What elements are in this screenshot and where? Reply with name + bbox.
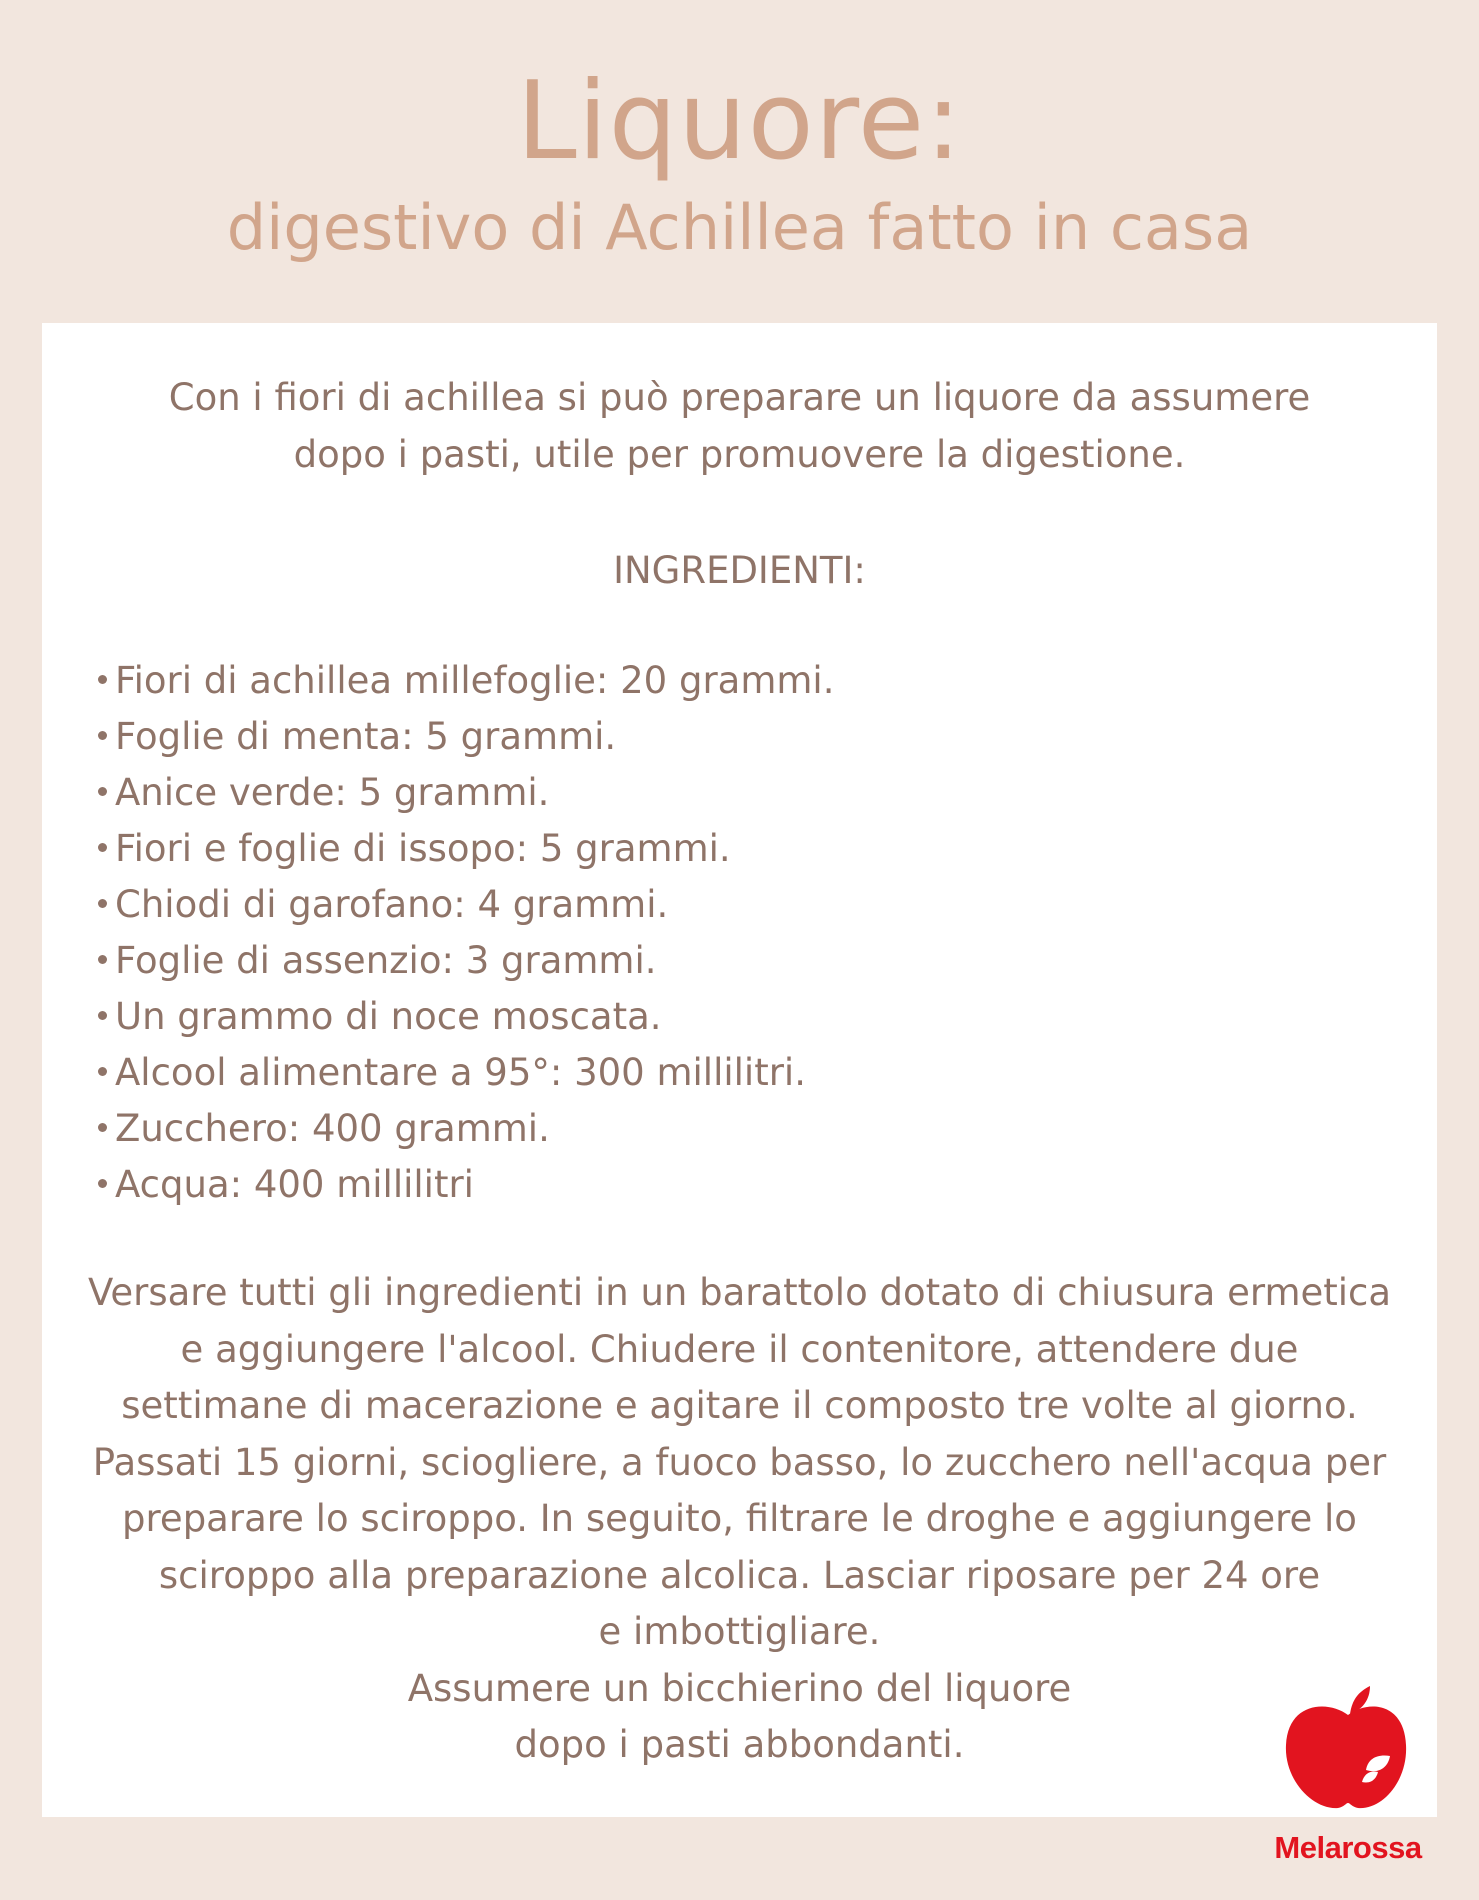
method-paragraph: dopo i pasti abbondanti.	[514, 1723, 965, 1766]
bullet-icon	[98, 787, 107, 796]
method-paragraph: Assumere un bicchierino del liquore	[407, 1666, 1072, 1710]
list-item	[98, 821, 834, 877]
list-item	[98, 989, 834, 1045]
ingredient-text: Un grammo di noce moscata.	[115, 995, 662, 1038]
list-item	[98, 1101, 834, 1157]
bullet-icon	[98, 843, 107, 852]
list-item	[98, 765, 834, 821]
bullet-icon	[98, 955, 107, 964]
page-subtitle: digestivo di Achillea fatto in casa	[226, 191, 1253, 264]
header	[0, 0, 1479, 320]
bullet-icon	[98, 899, 107, 908]
list-item	[98, 933, 834, 989]
ingredient-text: Alcool alimentare a 95°: 300 millilitri.	[115, 1051, 806, 1094]
method-text	[82, 1265, 1397, 1774]
ingredient-text: Foglie di assenzio: 3 grammi.	[115, 939, 657, 982]
list-item	[98, 1045, 834, 1101]
ingredient-text: Foglie di menta: 5 grammi.	[115, 715, 617, 758]
bullet-icon	[98, 1067, 107, 1076]
list-item	[98, 709, 834, 765]
list-item	[98, 653, 834, 709]
bullet-icon	[98, 1011, 107, 1020]
ingredient-text: Chiodi di garofano: 4 grammi.	[115, 883, 669, 926]
ingredient-text: Fiori di achillea millefoglie: 20 grammi.	[115, 659, 835, 702]
ingredient-text: Acqua: 400 millilitri	[115, 1163, 474, 1206]
brand-logo	[1258, 1670, 1438, 1870]
method-paragraph: Passati 15 giorni, sciogliere, a fuoco basso, lo zucchero nell'acqua per preparare lo sciroppo. In seguito, filtrare le droghe e aggiungere lo sciroppo alla preparazione alcolica. Lasciar riposare per 24 ore	[92, 1440, 1387, 1597]
intro-text: Con i fiori di achillea si può preparare un liquore da assumere dopo i pasti, utile per promuovere la digestione.	[168, 376, 1311, 476]
ingredients-heading: INGREDIENTI:	[613, 549, 866, 592]
ingredient-text: Fiori e foglie di issopo: 5 grammi.	[115, 827, 731, 870]
ingredient-text: Zucchero: 400 grammi.	[115, 1107, 550, 1150]
bullet-icon	[98, 1179, 107, 1188]
bullet-icon	[98, 675, 107, 684]
ingredients-list	[98, 653, 834, 1213]
list-item	[98, 877, 834, 933]
method-paragraph: e imbottigliare.	[598, 1610, 881, 1653]
brand-name: Melarossa	[1274, 1830, 1422, 1865]
list-item	[98, 1157, 834, 1213]
apple-icon	[1258, 1670, 1438, 1820]
ingredient-text: Anice verde: 5 grammi.	[115, 771, 550, 814]
method-paragraph: Versare tutti gli ingredienti in un barattolo dotato di chiusura ermetica e aggiungere l'alcool. Chiudere il contenitore, attendere due settimane di macerazione e agitare il composto tre volte al giorno.	[87, 1271, 1392, 1427]
recipe-card	[42, 323, 1437, 1817]
bullet-icon	[98, 1123, 107, 1132]
page-title: Liquore:	[516, 59, 963, 184]
bullet-icon	[98, 731, 107, 740]
